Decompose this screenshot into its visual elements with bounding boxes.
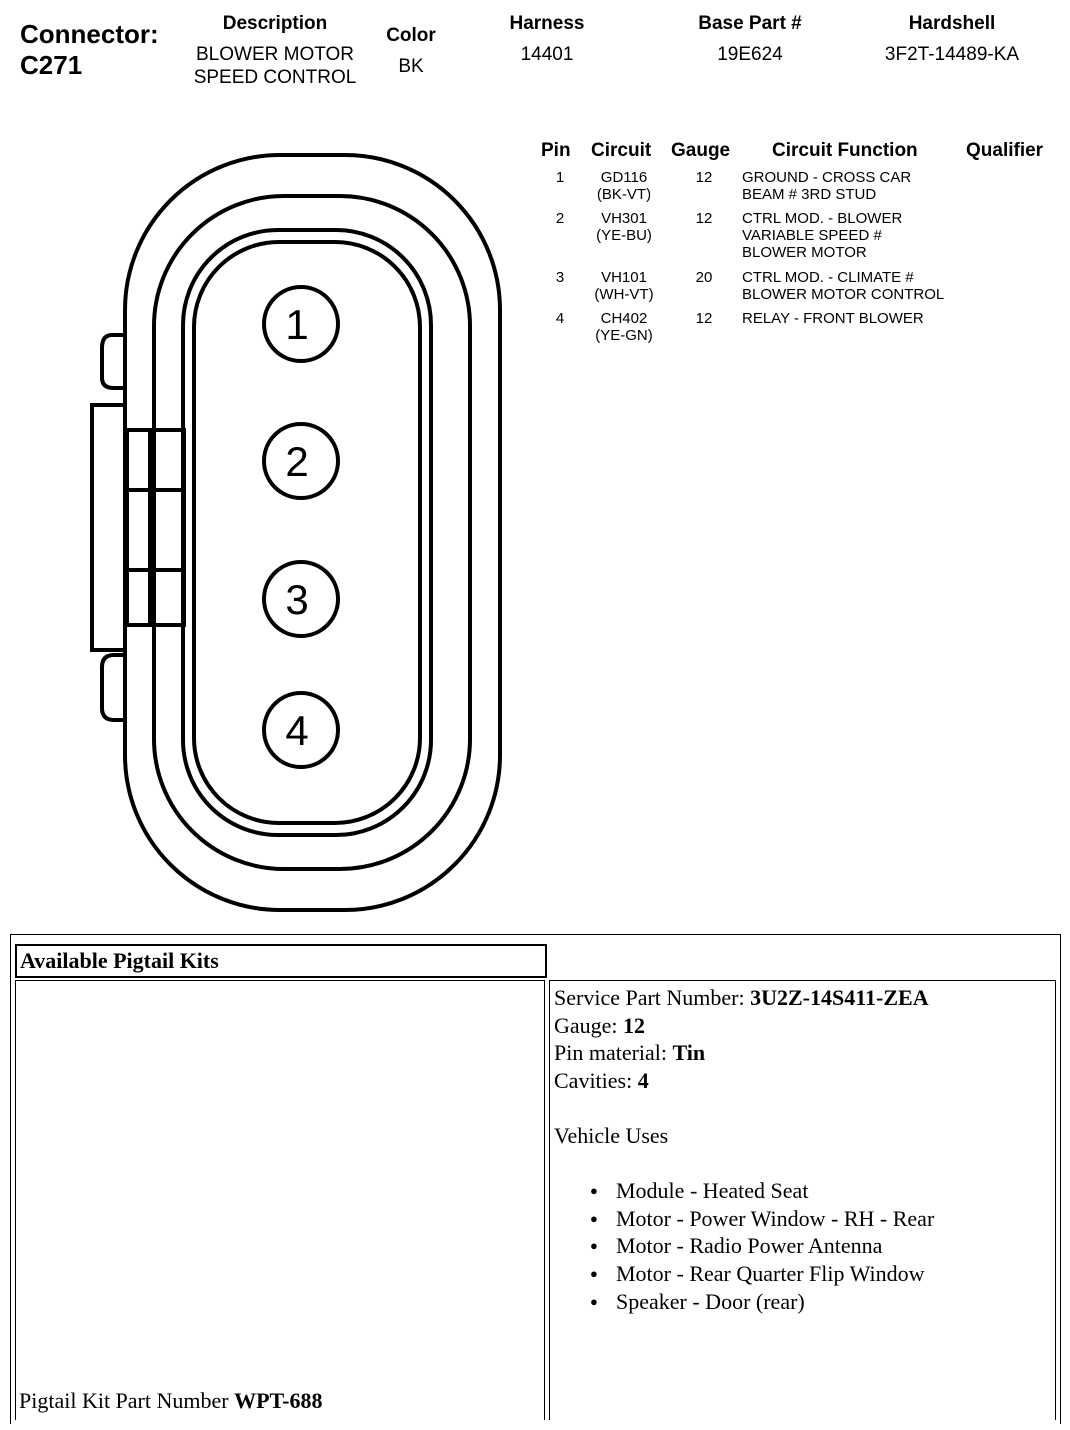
circuit-id: VH301 [601,210,647,227]
function-cell [742,310,924,327]
latch-body [92,405,127,650]
list-item: ● Module - Heated Seat [554,1177,1055,1205]
description-line-2: SPEED CONTROL [193,67,357,88]
circuit-id: VH101 [601,269,647,286]
hardshell-label: Hardshell [908,13,996,34]
pin-header: Pin [541,140,571,161]
gauge-cell: 20 [695,269,713,286]
gauge-header: Gauge [671,140,731,161]
function-line: CTRL MOD. - CLIMATE # [742,269,914,286]
circuit-header: Circuit [591,140,652,161]
circuit-cell [583,210,665,244]
circuit-id: GD116 [600,169,648,186]
pigtail-details-cell [549,980,1056,1420]
pigtail-kit-label: Pigtail Kit Part Number [19,1388,235,1413]
gauge-cell: 12 [695,210,713,227]
description-value [165,43,385,89]
function-line: BLOWER MOTOR CONTROL [742,286,945,303]
harness-value: 14401 [520,44,574,65]
function-line: RELAY - FRONT BLOWER [742,310,924,327]
circuit-cell [583,169,665,203]
circuit-id: CH402 [600,310,648,327]
pigtail-kit-number [19,1388,323,1414]
gauge-cell: 12 [695,310,713,327]
pigtail-header-cell [15,944,547,978]
qualifier-header: Qualifier [966,140,1044,161]
pin-number: 2 [555,210,565,227]
description-line-1: BLOWER MOTOR [196,44,354,65]
connector-label: Connector: [20,19,159,49]
function-header: Circuit Function [772,140,918,161]
hardshell-value: 3F2T-14489-KA [884,44,1020,65]
list-item: ● Motor - Radio Power Antenna [554,1232,1055,1260]
pin-2-label: 2 [285,438,309,485]
function-line: BEAM # 3RD STUD [742,186,877,203]
list-item: ● Speaker - Door (rear) [554,1288,1055,1316]
vehicle-uses-label: Vehicle Uses [554,1122,669,1148]
function-line: GROUND - CROSS CAR [742,169,912,186]
description-label: Description [222,13,328,34]
color-label: Color [386,25,436,46]
function-line: CTRL MOD. - BLOWER [742,210,903,227]
function-cell [742,210,902,261]
pigtail-header: Available Pigtail Kits [20,948,219,973]
pin-material-row: Pin material: Tin [554,1040,706,1066]
circuit-cell [583,269,665,303]
pigtail-specs [550,981,1055,1315]
pin-4-label: 4 [285,707,309,754]
connector-id: C271 [20,50,83,80]
function-line: BLOWER MOTOR [742,244,867,261]
harness-label: Harness [509,13,585,34]
gauge-cell: 12 [695,169,713,186]
pin-3-label: 3 [285,576,309,623]
pigtail-kit-value: WPT-688 [234,1388,323,1413]
wire-color: (WH-VT) [594,286,654,303]
list-item: ● Motor - Power Window - RH - Rear [554,1205,1055,1233]
wire-color: (YE-BU) [596,227,652,244]
vehicle-uses-list [554,1177,1055,1315]
gauge-row: Gauge: 12 [554,1012,646,1038]
circuit-cell [583,310,665,344]
pin-1-label: 1 [285,301,309,348]
color-value: BK [398,56,424,77]
cavities-row: Cavities: 4 [554,1067,649,1093]
pin-number: 3 [555,269,565,286]
function-cell [742,169,911,203]
function-cell [742,269,944,303]
wire-color: (BK-VT) [596,186,652,203]
base-part-label: Base Part # [698,13,802,34]
pigtail-image-cell [15,980,545,1420]
list-item: ● Motor - Rear Quarter Flip Window [554,1260,1055,1288]
pin-number: 4 [555,310,565,327]
function-line: VARIABLE SPEED # [742,227,882,244]
connector-face-diagram [0,120,520,920]
base-part-value: 19E624 [717,44,783,65]
pin-number: 1 [555,169,565,186]
service-part-row: Service Part Number: 3U2Z-14S411-ZEA [554,985,929,1010]
wire-color: (YE-GN) [595,327,653,344]
